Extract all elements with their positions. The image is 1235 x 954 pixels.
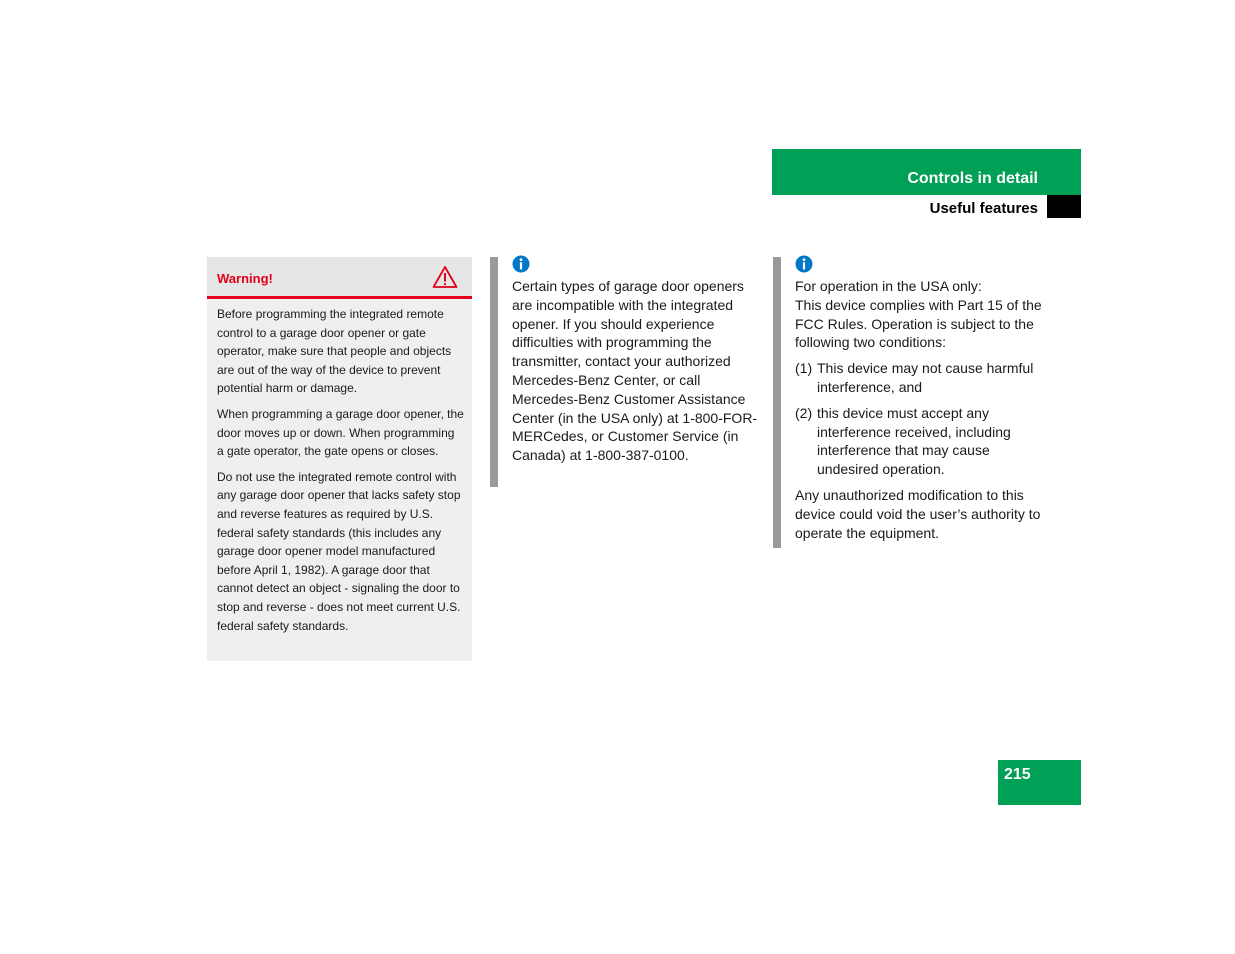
warning-header [207,257,472,299]
fcc-intro [795,277,1045,352]
section-header [772,149,1081,195]
condition-text: this device must accept any interference received, including interference that may cause undesired operation. [817,404,1011,478]
subsection-marker [1047,195,1081,218]
info-note-compatibility [490,257,760,487]
info-text [512,277,762,472]
warning-paragraph: Before programming the integrated remote control to a garage door opener or gate operator, make sure that people and objects are out of the way of the device to prevent potential harm or damage. [217,307,452,396]
fcc-scope: For operation in the USA only: [795,278,982,294]
section-title: Controls in detail [907,170,1038,187]
warning-body [207,299,472,635]
fcc-outro: Any unauthorized modification to this device could void the user’s authority to operate the equipment. [795,486,1041,541]
info-icon [795,255,813,273]
condition-item [795,404,1045,479]
warning-paragraph: When programming a garage door opener, the door moves up or down. When programming a gate operator, the gate opens or closes. [217,406,464,459]
info-icon [512,255,530,273]
condition-item [795,359,1045,397]
page-number: 215 [1004,766,1031,783]
condition-text: This device may not cause harmful interference, and [817,360,1034,395]
info-text [795,277,1045,549]
warning-box [207,257,472,661]
warning-triangle-icon [432,265,458,289]
info-paragraph: Certain types of garage door openers are incompatible with the integrated opener. If you should experience difficulties with programming the transmitter, contact your authorized Mercedes-Benz Center, or call Mercedes-Benz Customer Assistance Center (in the USA only) at 1-800-FOR-MERCedes, or Customer Service (in Canada) at 1-800-387-0100. [512,278,758,464]
info-note-fcc [773,257,1043,548]
subsection-header [772,195,1081,218]
warning-label: Warning! [217,271,273,286]
subsection-title: Useful features [929,200,1038,217]
warning-paragraph: Do not use the integrated remote control with any garage door opener that lacks safety stop and reverse features as required by U.S. federal safety standards (this includes any garage door opener model manufactured before April 1, 1982). A garage door that cannot detect an object - signaling the door to stop and reverse - does not meet current U.S. federal safety standards. [217,469,461,633]
condition-number: (2) [795,404,813,421]
page-number-badge [998,760,1081,805]
fcc-compliance: This device complies with Part 15 of the FCC Rules. Operation is subject to the following two conditions: [795,296,1042,351]
condition-number: (1) [795,360,813,377]
